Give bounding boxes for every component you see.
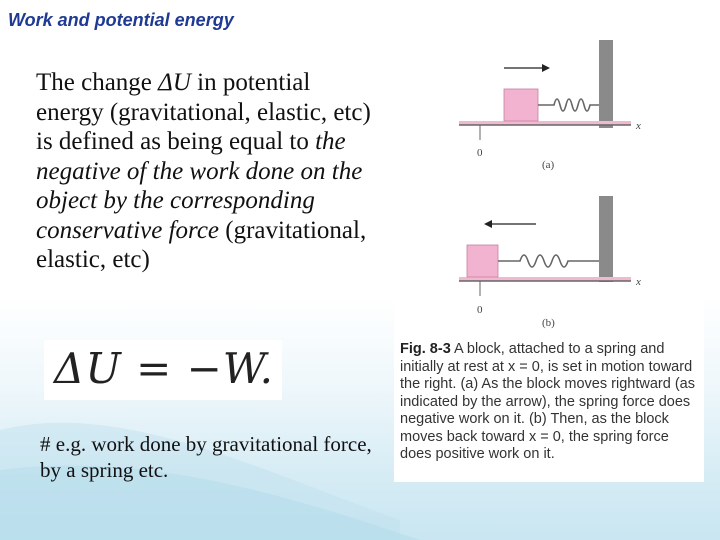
origin-label-a: 0 xyxy=(477,147,483,159)
caption-text: A block, attached to a spring and initially at rest at x = 0, is set in motion toward the right. (a) As the block moves rightward (as indicated by the arrow), the spring force does negative work on it. (b) Then, as the block moves back toward x = 0, the spring force does positive work on it. xyxy=(400,341,695,462)
definition-text-start: The change xyxy=(36,69,159,96)
axis-label-a: x xyxy=(636,120,641,132)
formula-box xyxy=(44,340,282,400)
panel-label-b: (b) xyxy=(542,317,555,329)
panel-a xyxy=(459,40,641,171)
spring-figure xyxy=(394,36,704,482)
potential-energy-formula: ΔU = −W. xyxy=(54,344,274,393)
spring-b xyxy=(498,255,599,267)
definition-text-end: (gravitational, elastic, etc) xyxy=(36,216,367,273)
caption-label: Fig. 8-3 xyxy=(400,341,451,357)
wall-b xyxy=(599,196,613,282)
panel-label-a: (a) xyxy=(542,159,555,171)
arrow-head-right-icon xyxy=(542,64,550,72)
definition-paragraph xyxy=(36,68,381,275)
slide-title: Work and potential energy xyxy=(8,10,234,30)
panel-b xyxy=(459,196,641,329)
spring-diagram xyxy=(394,36,704,336)
definition-emphasis: the negative of the work done on the object by the corresponding conservative force xyxy=(36,128,363,244)
figure-caption xyxy=(400,341,698,464)
definition-text-middle: in potential energy (gravitational, elastic, etc) is defined as being equal to xyxy=(36,69,371,155)
origin-label-b: 0 xyxy=(477,304,483,316)
arrow-head-left-icon xyxy=(484,220,492,228)
delta-u-symbol: ΔU xyxy=(158,69,191,96)
axis-label-b: x xyxy=(636,276,641,288)
block-b xyxy=(467,245,498,277)
wall-a xyxy=(599,40,613,128)
example-note: # e.g. work done by gravitational force, by a spring etc. xyxy=(40,432,372,482)
block-a xyxy=(504,89,538,121)
spring-a xyxy=(538,99,599,111)
